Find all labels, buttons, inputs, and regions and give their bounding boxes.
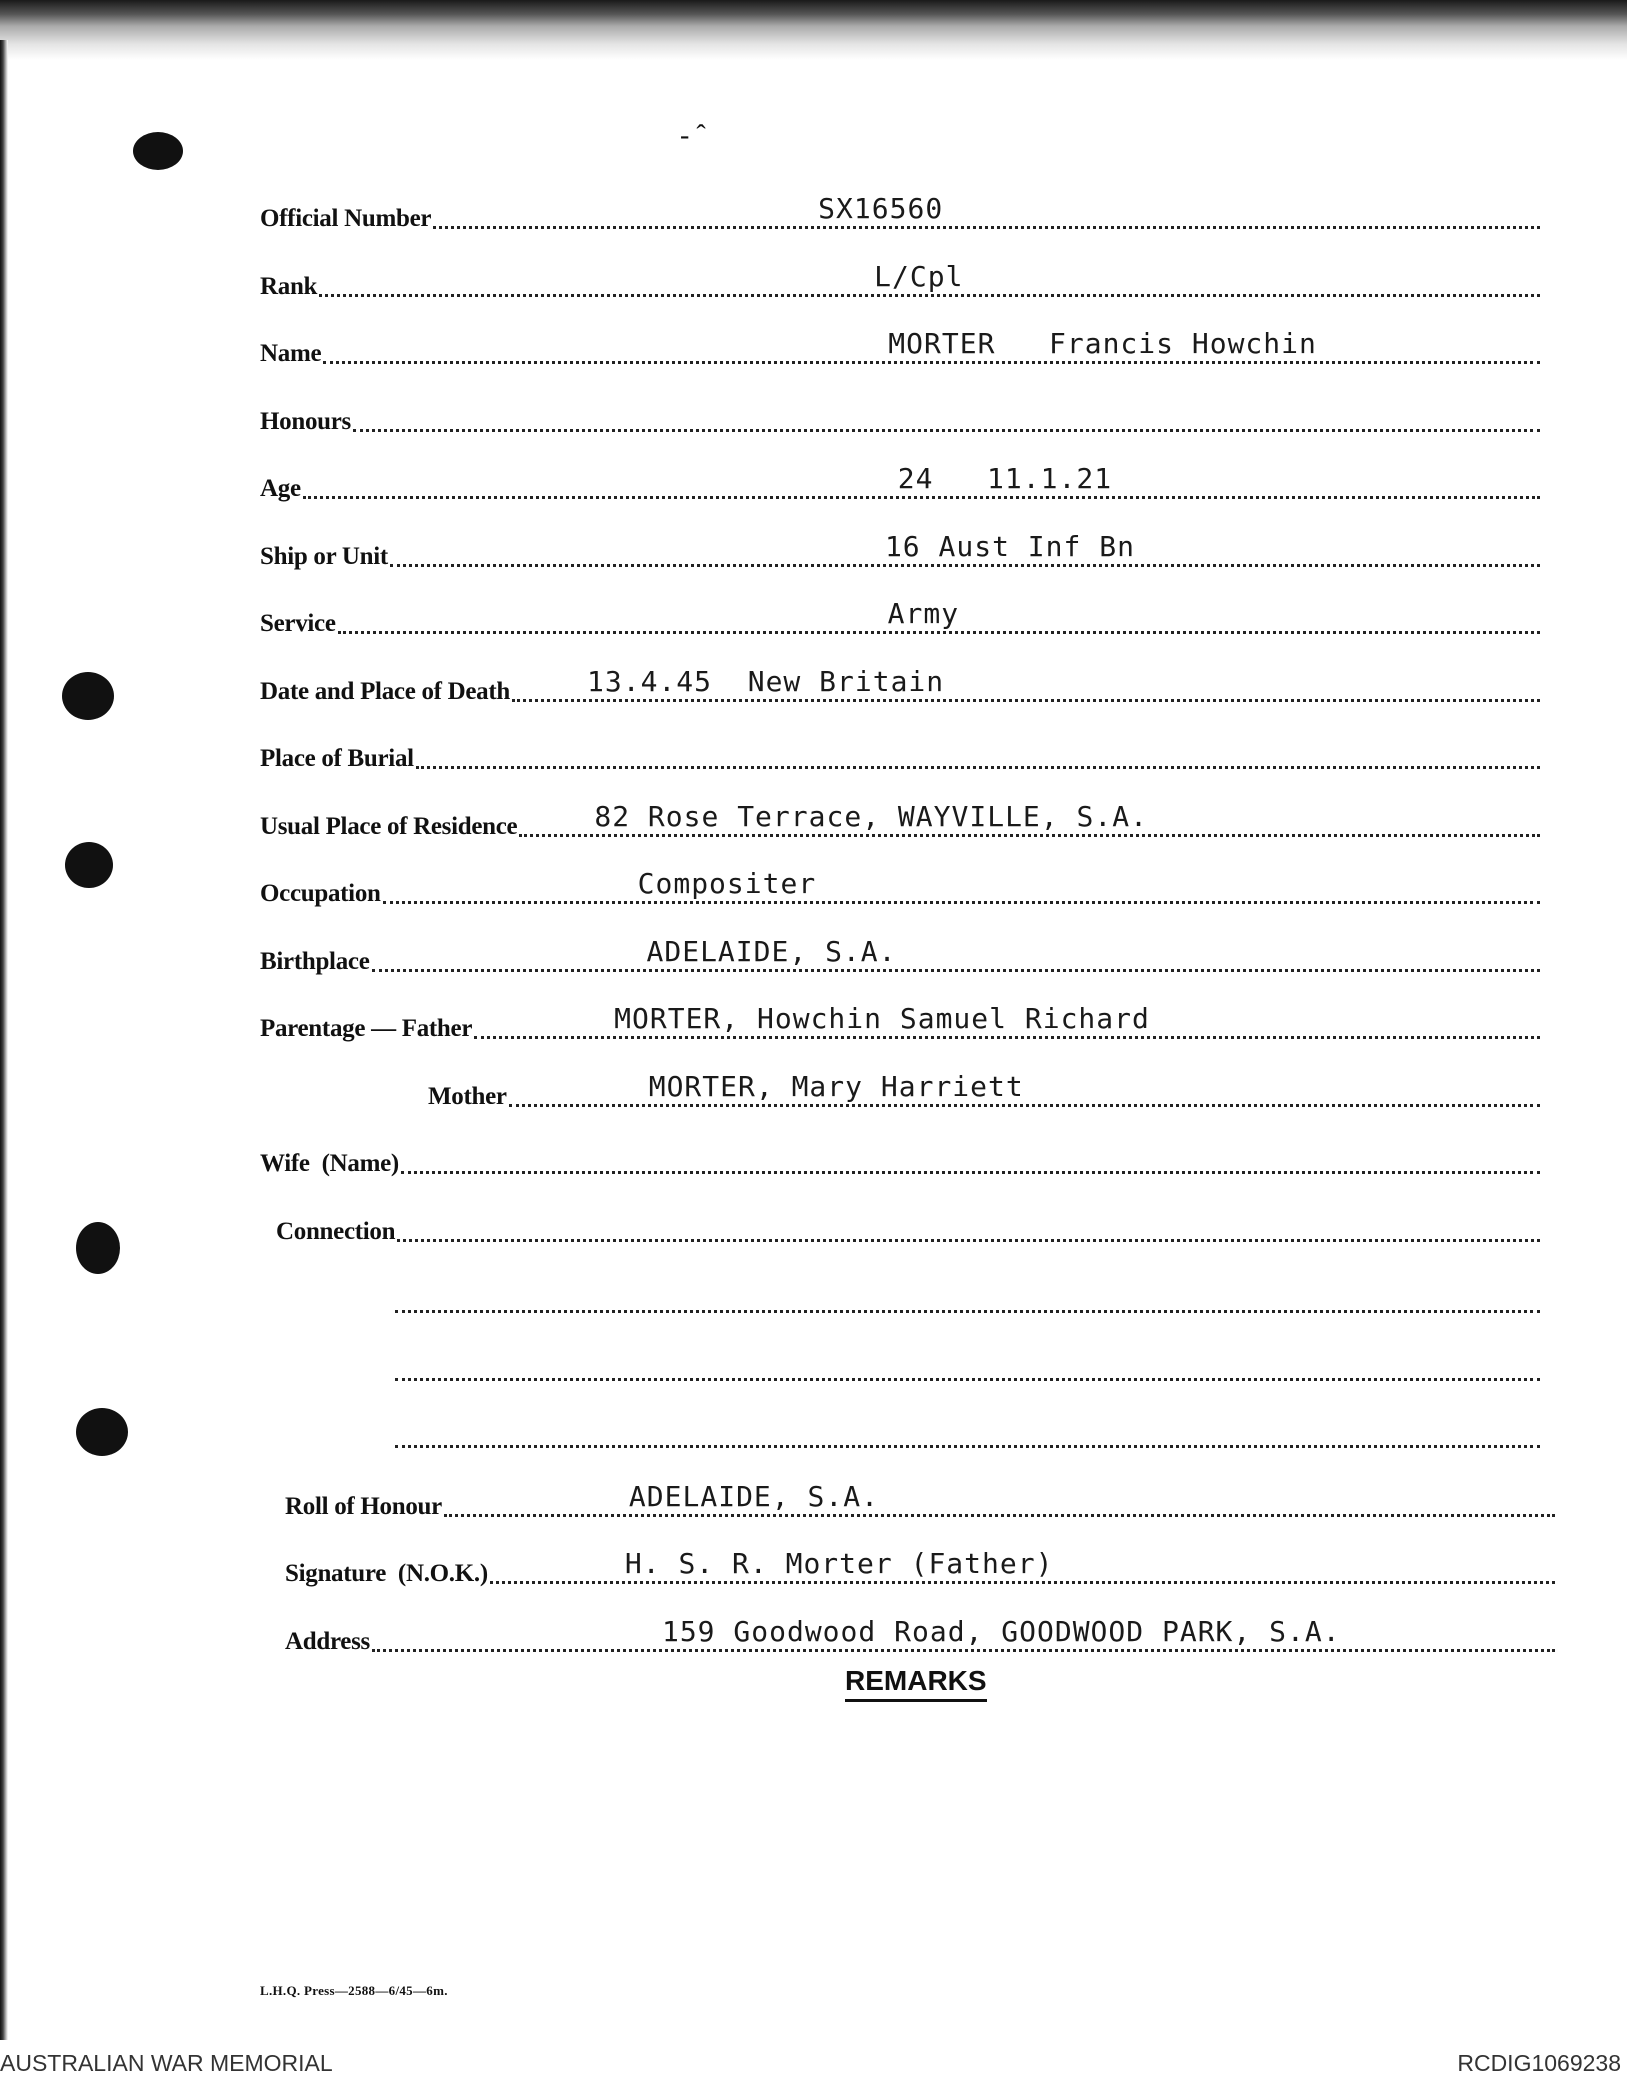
field-line bbox=[372, 1613, 1555, 1652]
field-row-mother bbox=[428, 1070, 1540, 1113]
field-value-father: MORTER, Howchin Samuel Richard bbox=[614, 1002, 1150, 1035]
field-label: Usual Place of Residence bbox=[260, 813, 518, 840]
field-line bbox=[509, 1068, 1540, 1107]
field-label: Name bbox=[260, 340, 322, 367]
field-value-residence: 82 Rose Terrace, WAYVILLE, S.A. bbox=[594, 800, 1148, 833]
scan-left-edge bbox=[0, 40, 8, 2040]
scan-top-edge bbox=[0, 0, 1627, 60]
scan-mark: - ˆ bbox=[680, 120, 706, 151]
field-label: Address bbox=[285, 1628, 370, 1655]
field-row-service bbox=[260, 597, 1540, 640]
field-label: Connection bbox=[276, 1218, 396, 1245]
field-row-signature bbox=[285, 1547, 1555, 1590]
field-value-official-number: SX16560 bbox=[818, 192, 944, 225]
field-row-address bbox=[285, 1615, 1555, 1658]
field-row-connection bbox=[276, 1208, 1540, 1248]
field-line bbox=[512, 663, 1540, 702]
field-row-occupation bbox=[260, 867, 1540, 910]
field-value-occupation: Compositer bbox=[637, 867, 817, 900]
field-label: Ship or Unit bbox=[260, 543, 388, 570]
field-label: Wife (Name) bbox=[260, 1150, 399, 1177]
field-label: Service bbox=[260, 610, 336, 637]
field-value-birthplace: ADELAIDE, S.A. bbox=[646, 935, 897, 968]
field-value-signature: H. S. R. Morter (Father) bbox=[624, 1547, 1054, 1580]
field-label: Mother bbox=[428, 1083, 507, 1110]
field-row-date-place-of-death bbox=[260, 665, 1540, 708]
field-value-rank: L/Cpl bbox=[874, 260, 964, 293]
field-label: Rank bbox=[260, 273, 318, 300]
field-label: Roll of Honour bbox=[285, 1493, 442, 1520]
field-line bbox=[383, 865, 1540, 904]
field-row-ship-or-unit bbox=[260, 530, 1540, 573]
field-line bbox=[319, 258, 1540, 297]
field-value-mother: MORTER, Mary Harriett bbox=[648, 1070, 1024, 1103]
field-label: Birthplace bbox=[260, 948, 370, 975]
field-value-date-place-of-death: 13.4.45 New Britain bbox=[587, 665, 945, 698]
punch-hole bbox=[76, 1222, 120, 1274]
connection-blank-line bbox=[395, 1310, 1540, 1313]
field-line bbox=[401, 1135, 1540, 1174]
field-line bbox=[444, 1478, 1555, 1517]
field-row-wife bbox=[260, 1140, 1540, 1180]
field-row-official-number bbox=[260, 192, 1540, 235]
field-row-birthplace bbox=[260, 935, 1540, 978]
field-line bbox=[397, 1203, 1540, 1242]
remarks-heading: REMARKS bbox=[845, 1665, 987, 1702]
connection-blank-line bbox=[395, 1445, 1540, 1448]
footer-institution: AUSTRALIAN WAR MEMORIAL bbox=[0, 2050, 333, 2076]
field-value-service: Army bbox=[887, 597, 960, 630]
punch-hole bbox=[76, 1408, 128, 1456]
field-line bbox=[323, 325, 1540, 364]
field-value-name: MORTER Francis Howchin bbox=[888, 327, 1317, 360]
field-value-address: 159 Goodwood Road, GOODWOOD PARK, S.A. bbox=[661, 1615, 1341, 1648]
field-line bbox=[416, 730, 1540, 769]
field-row-name bbox=[260, 327, 1540, 370]
field-line bbox=[390, 528, 1540, 567]
field-row-father bbox=[260, 1002, 1540, 1045]
field-label: Place of Burial bbox=[260, 745, 414, 772]
field-label: Age bbox=[260, 475, 301, 502]
field-label: Occupation bbox=[260, 880, 381, 907]
field-value-age: 24 11.1.21 bbox=[897, 462, 1113, 495]
field-label: Signature (N.O.K.) bbox=[285, 1560, 488, 1587]
field-line bbox=[490, 1545, 1555, 1584]
field-row-place-of-burial bbox=[260, 735, 1540, 775]
field-line bbox=[353, 393, 1540, 432]
field-value-ship-or-unit: 16 Aust Inf Bn bbox=[884, 530, 1135, 563]
punch-hole bbox=[65, 842, 113, 888]
field-line bbox=[433, 190, 1540, 229]
field-row-honours bbox=[260, 398, 1540, 438]
field-row-residence bbox=[260, 800, 1540, 843]
punch-hole bbox=[62, 672, 114, 720]
field-label: Parentage — Father bbox=[260, 1015, 473, 1042]
punch-hole bbox=[133, 132, 183, 170]
connection-blank-line bbox=[395, 1378, 1540, 1381]
field-line bbox=[303, 460, 1540, 499]
field-row-roll-of-honour bbox=[285, 1480, 1555, 1523]
field-value-roll-of-honour: ADELAIDE, S.A. bbox=[628, 1480, 879, 1513]
field-line bbox=[338, 595, 1540, 634]
field-line bbox=[372, 933, 1541, 972]
field-label: Date and Place of Death bbox=[260, 678, 510, 705]
field-line bbox=[474, 1000, 1540, 1039]
field-label: Honours bbox=[260, 408, 351, 435]
field-row-rank bbox=[260, 260, 1540, 303]
field-label: Official Number bbox=[260, 205, 432, 232]
field-line bbox=[519, 798, 1540, 837]
field-row-age bbox=[260, 462, 1540, 505]
footer-record-id: RCDIG1069238 bbox=[1457, 2050, 1621, 2076]
printer-imprint: L.H.Q. Press—2588—6/45—6m. bbox=[260, 1983, 448, 1998]
